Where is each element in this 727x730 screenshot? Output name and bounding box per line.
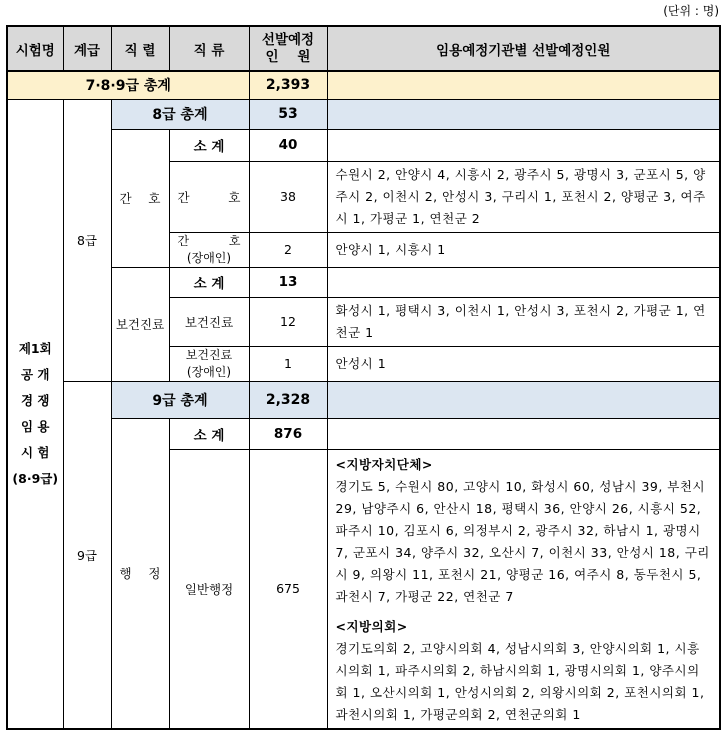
grade-8: 8급: [63, 99, 111, 381]
class-char: 호: [228, 189, 241, 205]
series-char: 행: [119, 566, 132, 581]
count-value: 2: [249, 232, 327, 267]
nursing-subtotal-row: [7, 129, 720, 161]
health-subtotal-row: [7, 267, 720, 297]
class-sub: (장애인): [186, 364, 232, 379]
council-header: <지방의회>: [335, 618, 408, 634]
class-nursing-disabled: [169, 232, 249, 267]
header-series: 직 렬: [111, 26, 169, 71]
local-gov-header: <지방자치단체>: [335, 456, 433, 472]
count-value: 675: [249, 449, 327, 729]
class-general-admin: 일반행정: [169, 449, 249, 729]
subtotal-agencies: [327, 129, 720, 161]
subtotal-value: 876: [249, 418, 327, 449]
local-gov-list: 경기도 5, 수원시 80, 고양시 10, 화성시 60, 성남시 39, 부천시 29, 남양주시 6, 안산시 18, 평택시 36, 안양시 26, 시흥시 52, 파주시 10, 김포시 6, 의정부시 2, 광주시 32, 하남시 1, 광명시 7, 군포시 34, 양주시 32, 오산시 7, 이천시 33, 안성시 18, 구리시 9, 의왕시 11, 포천시 21, 양평군 16, 여주시 8, 동두천시 5, 과천시 7, 가평군 22, 연천군 7: [335, 478, 710, 604]
count-value: 1: [249, 346, 327, 381]
grade9-total-value: 2,328: [249, 381, 327, 418]
class-health-disabled: [169, 346, 249, 381]
subtotal-agencies: [327, 418, 720, 449]
grade9-total-label: 9급 총계: [111, 381, 249, 418]
exam-name-line: 임 용: [20, 418, 50, 434]
subtotal-value: 13: [249, 267, 327, 297]
exam-name-line: 시 험: [20, 444, 50, 460]
subtotal-label: 소 계: [169, 129, 249, 161]
agencies-list: 안성시 1: [327, 346, 720, 381]
grade-9: 9급: [63, 381, 111, 729]
agencies-list: 화성시 1, 평택시 3, 이천시 1, 안성시 3, 포천시 2, 가평군 1, 연천군 1: [327, 297, 720, 346]
grand-total-agencies: [327, 71, 720, 99]
series-char: 간: [119, 191, 132, 206]
header-agencies: 임용예정기관별 선발예정인원: [327, 26, 720, 71]
exam-name-line: 공 개: [20, 366, 50, 382]
class-char: 간: [177, 189, 190, 205]
unit-label: (단위 : 명): [663, 4, 719, 18]
agencies-list: 안양시 1, 시흥시 1: [327, 232, 720, 267]
exam-name: [7, 99, 63, 729]
header-row: [7, 26, 720, 71]
subtotal-value: 40: [249, 129, 327, 161]
series-admin: [111, 418, 169, 729]
series-char: 정: [148, 566, 161, 581]
header-grade: 계급: [63, 26, 111, 71]
grade9-total-agencies: [327, 381, 720, 418]
class-sub: (장애인): [186, 250, 232, 265]
exam-name-line: 경 쟁: [20, 392, 50, 408]
header-class: 직 류: [169, 26, 249, 71]
grade8-total-agencies: [327, 99, 720, 129]
series-nursing: [111, 129, 169, 267]
series-health: 보건진료: [111, 267, 169, 381]
subtotal-label: 소 계: [169, 267, 249, 297]
series-char: 호: [148, 191, 161, 206]
grand-total-label: 7·8·9급 총계: [7, 71, 249, 99]
class-nursing: [169, 161, 249, 232]
count-value: 38: [249, 161, 327, 232]
class-main: 보건진료: [185, 347, 233, 362]
exam-name-line: 제1회: [18, 340, 52, 356]
agencies-list: [327, 449, 720, 729]
subtotal-agencies: [327, 267, 720, 297]
grand-total-value: 2,393: [249, 71, 327, 99]
grade8-total-value: 53: [249, 99, 327, 129]
class-health: 보건진료: [169, 297, 249, 346]
grand-total-row: [7, 71, 720, 99]
subtotal-label: 소 계: [169, 418, 249, 449]
grade8-total-row: [7, 99, 720, 129]
grade8-total-label: 8급 총계: [111, 99, 249, 129]
council-list: 경기도의회 2, 고양시의회 4, 성남시의회 3, 안양시의회 1, 시흥시의회 1, 파주시의회 2, 하남시의회 1, 광명시의회 1, 양주시의회 1, 오산시의회 1, 안성시의회 2, 의왕시의회 2, 포천시의회 1, 과천시의회 1, 가평군의회 2, 연천군의회 1: [335, 640, 705, 722]
exam-name-line: (8·9급): [12, 470, 59, 486]
recruitment-table: [6, 25, 721, 730]
agencies-list: 수원시 2, 안양시 4, 시흥시 2, 광주시 5, 광명시 3, 군포시 5, 양주시 2, 이천시 2, 안성시 3, 구리시 1, 포천시 2, 양평군 3, 여주시 1, 가평군 1, 연천군 2: [327, 161, 720, 232]
header-exam: 시험명: [7, 26, 63, 71]
grade9-total-row: [7, 381, 720, 418]
admin-subtotal-row: [7, 418, 720, 449]
class-char: 호: [228, 233, 241, 248]
count-value: 12: [249, 297, 327, 346]
class-char: 간: [177, 233, 190, 248]
header-count: 선발예정 인 원: [249, 26, 327, 71]
